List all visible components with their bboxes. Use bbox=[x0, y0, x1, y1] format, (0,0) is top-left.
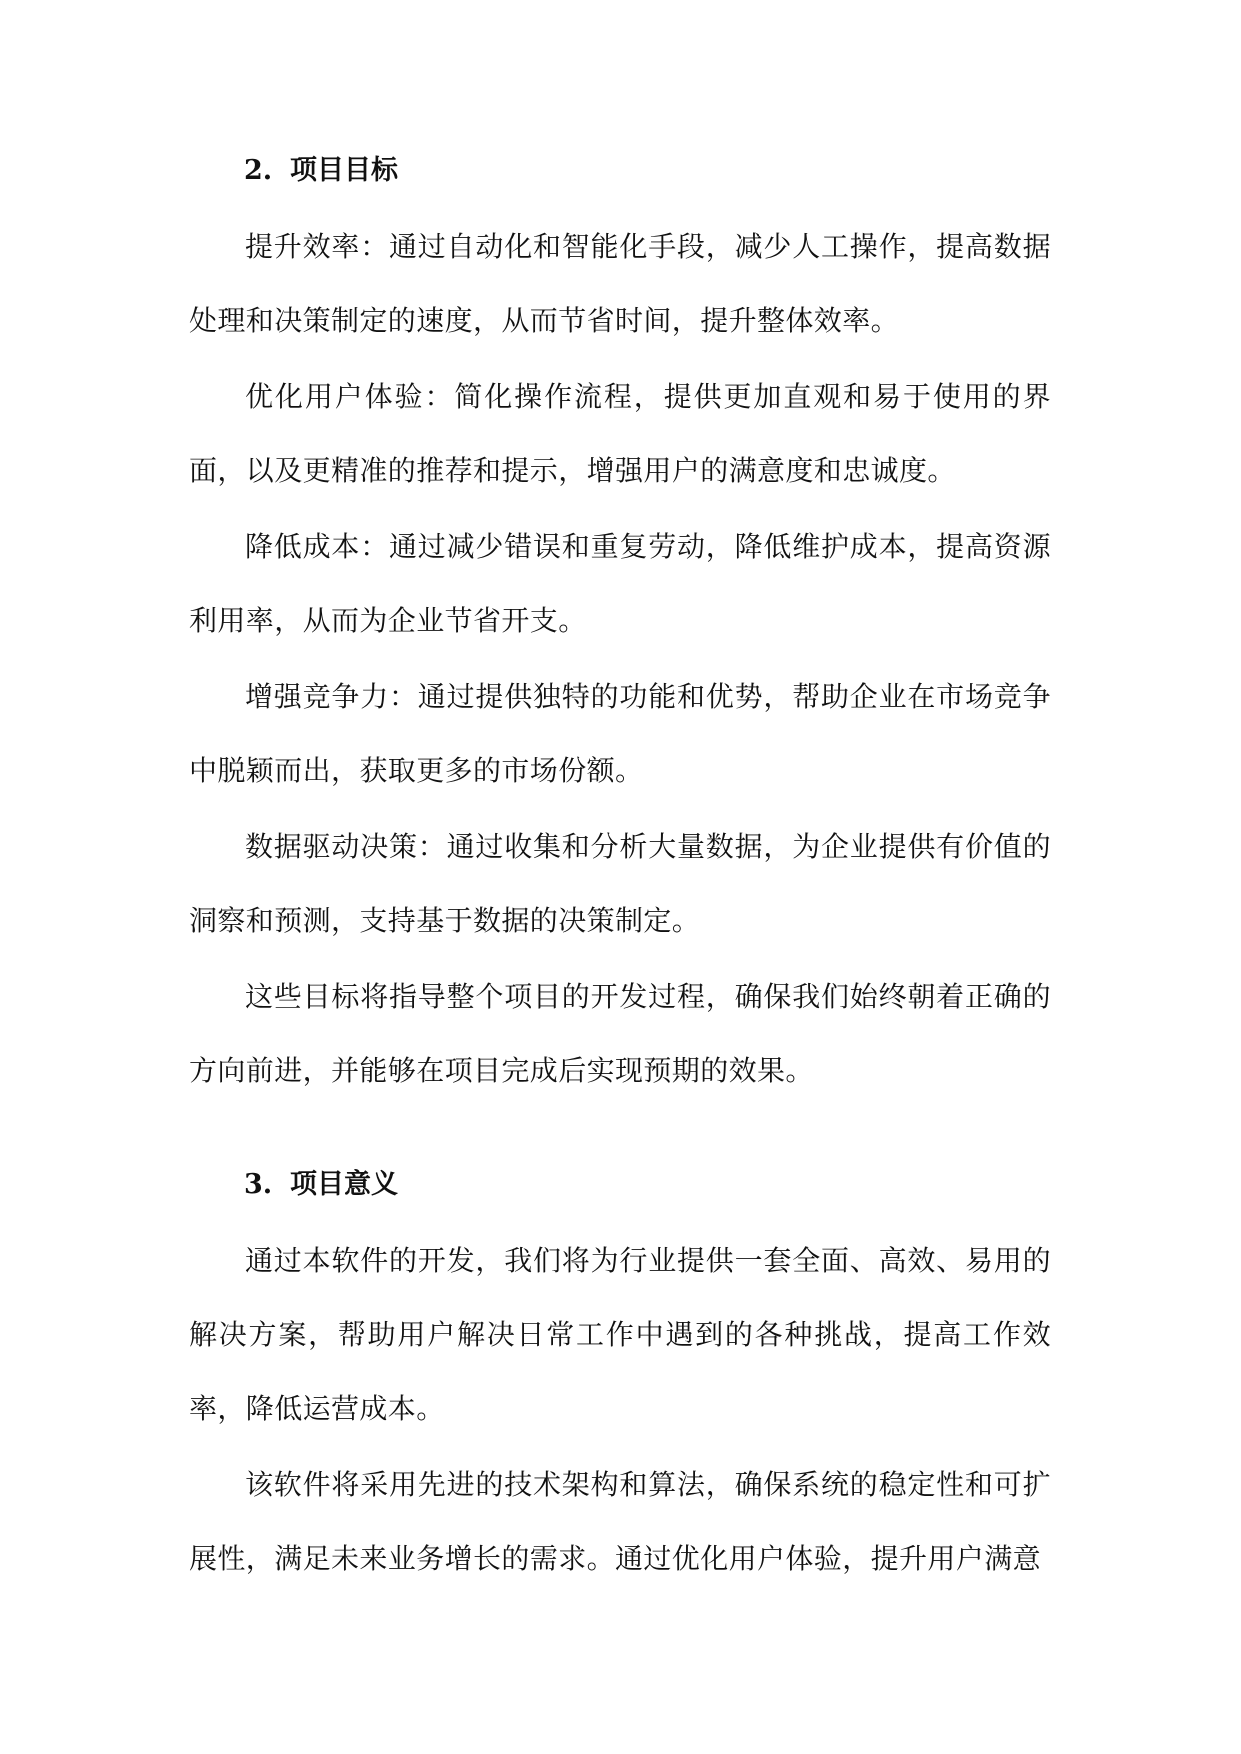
paragraph: 增强竞争力：通过提供独特的功能和优势，帮助企业在市场竞争中脱颖而出，获取更多的市场份额。 bbox=[189, 680, 1051, 787]
paragraph: 数据驱动决策：通过收集和分析大量数据，为企业提供有价值的洞察和预测，支持基于数据的决策制定。 bbox=[189, 830, 1051, 937]
section-heading bbox=[244, 151, 398, 191]
section-number: 2. bbox=[244, 155, 273, 186]
paragraph: 提升效率：通过自动化和智能化手段，减少人工操作，提高数据处理和决策制定的速度，从而节省时间，提升整体效率。 bbox=[189, 230, 1051, 337]
paragraph: 通过本软件的开发，我们将为行业提供一套全面、高效、易用的解决方案，帮助用户解决日常工作中遇到的各种挑战，提高工作效率，降低运营成本。 bbox=[189, 1244, 1051, 1425]
paragraph: 降低成本：通过减少错误和重复劳动，降低维护成本，提高资源利用率，从而为企业节省开支。 bbox=[189, 530, 1051, 637]
paragraph: 该软件将采用先进的技术架构和算法，确保系统的稳定性和可扩展性，满足未来业务增长的需求。通过优化用户体验，提升用户满意 bbox=[189, 1468, 1051, 1575]
paragraph: 优化用户体验：简化操作流程，提供更加直观和易于使用的界面，以及更精准的推荐和提示，增强用户的满意度和忠诚度。 bbox=[189, 380, 1051, 487]
section-heading bbox=[244, 1165, 398, 1205]
section-title: 项目意义 bbox=[290, 1169, 398, 1200]
paragraph: 这些目标将指导整个项目的开发过程，确保我们始终朝着正确的方向前进，并能够在项目完成后实现预期的效果。 bbox=[189, 980, 1051, 1087]
section-number: 3. bbox=[244, 1169, 273, 1200]
section-title: 项目目标 bbox=[290, 155, 398, 186]
